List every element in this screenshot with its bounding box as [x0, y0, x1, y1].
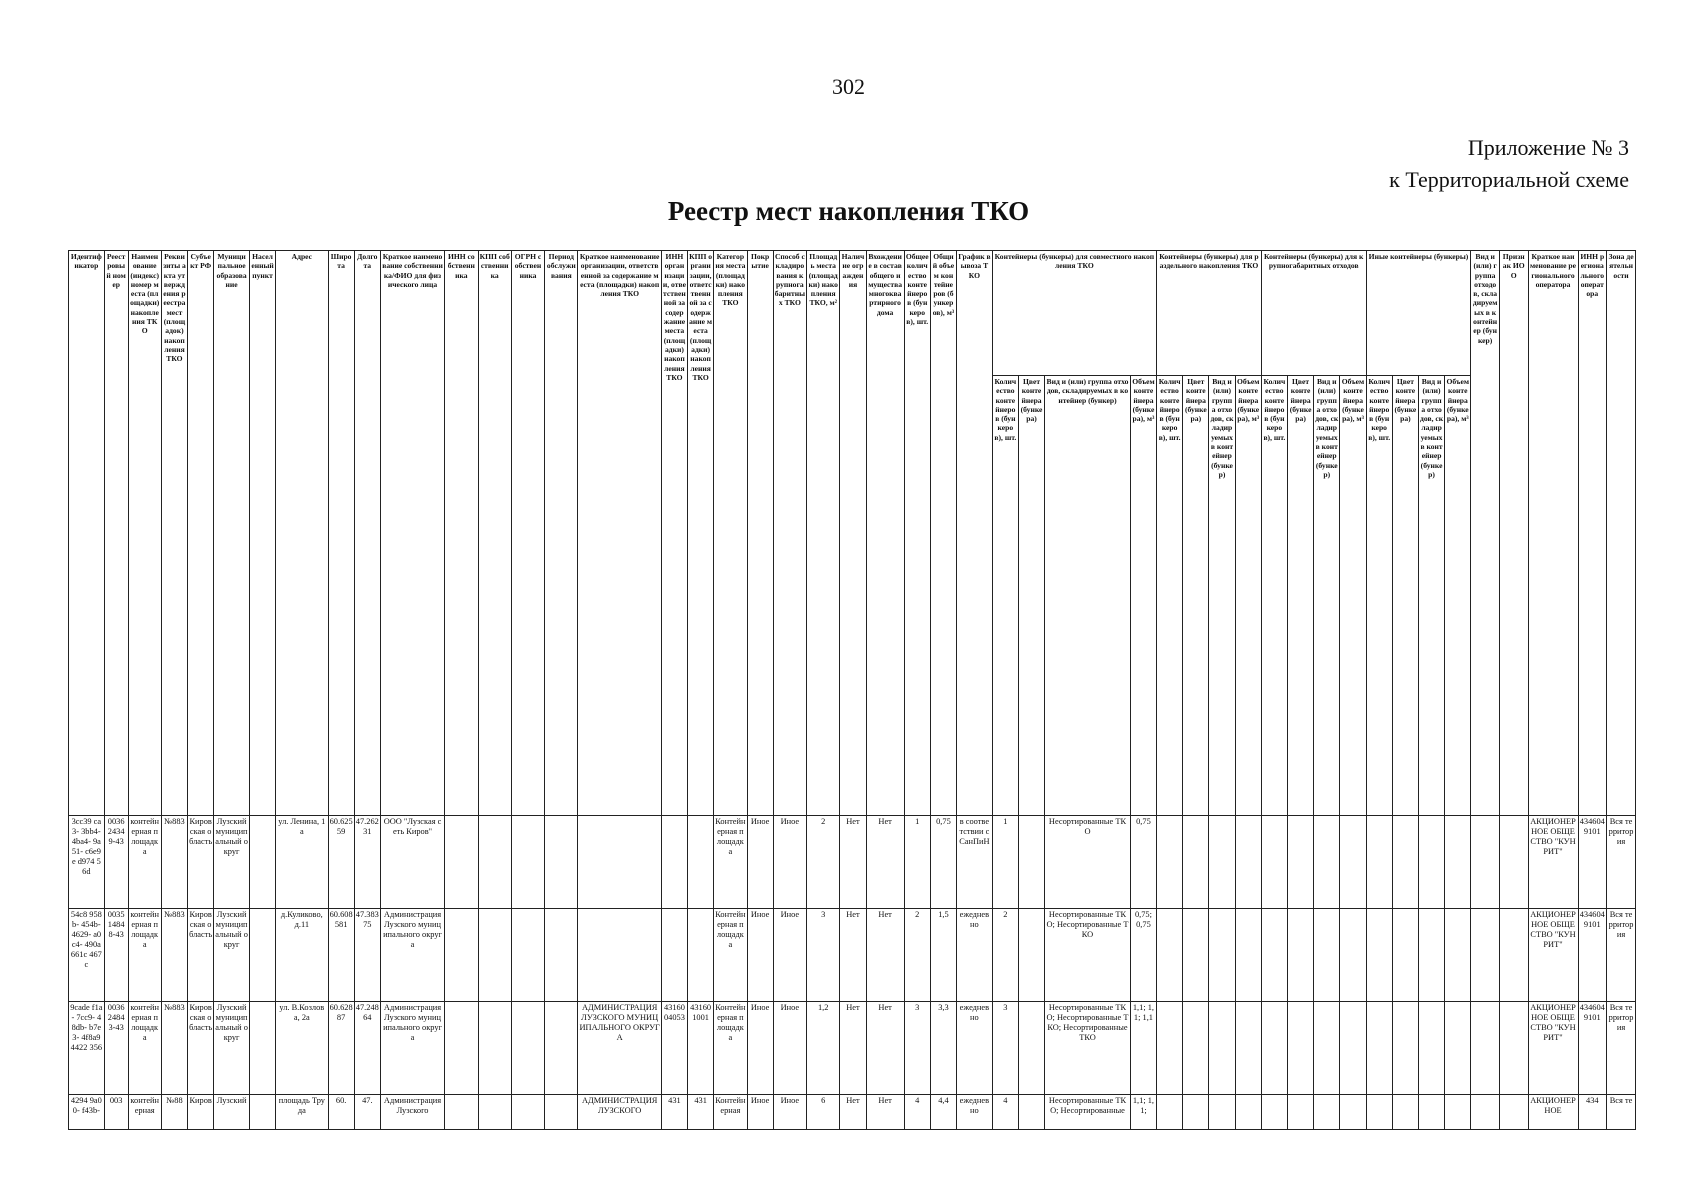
- col-header-schedule: График вывоза ТКО: [957, 251, 993, 816]
- cell-act: №883: [161, 816, 187, 909]
- cell-resp-org: [578, 909, 661, 1002]
- table-row: [69, 1002, 1636, 1095]
- cell-empty: [1209, 909, 1235, 1002]
- cell-name: контейнерная площадка: [128, 909, 161, 1002]
- cell-schedule: ежедневно: [957, 1095, 993, 1130]
- cell-total: 2: [904, 909, 930, 1002]
- cell-empty: [1209, 1002, 1235, 1095]
- cell-schedule: в соответствии с СанПиН: [957, 816, 993, 909]
- cell-schedule: ежедневно: [957, 1002, 993, 1095]
- cell-area: 3: [807, 909, 840, 1002]
- cell-vol: 3,3: [930, 1002, 956, 1095]
- cell-id: 3cc39 ca3- 3bb4- 4ba4- 9a51- c6e9e d974 56d: [69, 816, 105, 909]
- cell-empty: [1445, 1095, 1471, 1130]
- col-header-common-property: Вхождение в состав общего имущества многоквартирного дома: [866, 251, 904, 816]
- group-header-separate: Контейнеры (бункеры) для раздельного накопления ТКО: [1157, 251, 1262, 376]
- sub-separate-color: Цвет контейнера (бункера): [1183, 376, 1209, 816]
- cell-joint-kind: Несортированные ТКО; Несортированные ТКО; Несортированные ТКО: [1045, 1002, 1131, 1095]
- cell-fence: Нет: [840, 909, 866, 1002]
- col-header-act: Реквизиты акта утверждения реестра мест (площадок) накопления ТКО: [161, 251, 187, 816]
- cell-subject: Кировская область: [188, 816, 214, 909]
- cell-period: [545, 1002, 578, 1095]
- cell-resp-org: АДМИНИСТРАЦИЯ ЛУЗСКОГО: [578, 1095, 661, 1130]
- cell-owner-inn: [445, 1002, 478, 1095]
- cell-empty: [1261, 1095, 1287, 1130]
- cell-area: 6: [807, 1095, 840, 1130]
- cell-total: 3: [904, 1002, 930, 1095]
- cell-operator-inn: 434: [1578, 1095, 1607, 1130]
- cell-vol: 4,4: [930, 1095, 956, 1130]
- cell-empty: [1287, 909, 1313, 1002]
- cell-ioo: [1499, 1002, 1528, 1095]
- cell-joint-color: [1018, 909, 1044, 1002]
- cell-act: №883: [161, 909, 187, 1002]
- table-row: [69, 816, 1636, 909]
- cell-subject: Кировская область: [188, 909, 214, 1002]
- cell-owner-kpp: [478, 1095, 511, 1130]
- cell-empty: [1287, 816, 1313, 909]
- cell-lat: 60.608 581: [328, 909, 354, 1002]
- cell-empty: [1418, 816, 1444, 909]
- cell-empty: [1183, 1095, 1209, 1130]
- cell-cover: Иное: [747, 816, 773, 909]
- cell-ioo: [1499, 816, 1528, 909]
- cell-empty: [1366, 1095, 1392, 1130]
- cell-settlement: [249, 1095, 275, 1130]
- cell-fence: Нет: [840, 816, 866, 909]
- cell-empty: [1392, 816, 1418, 909]
- page-number: 302: [832, 74, 865, 99]
- col-header-settlement: Населенный пункт: [249, 251, 275, 816]
- cell-empty: [1157, 816, 1183, 909]
- cell-common: Нет: [866, 1002, 904, 1095]
- cell-empty: [1261, 909, 1287, 1002]
- col-header-resp-kpp: КПП организации, ответственной за содержание места (площадки) накопления ТКО: [688, 251, 714, 816]
- cell-address: д.Куликово, д.11: [276, 909, 328, 1002]
- col-header-site-name: Наименование (индекс) номер места (площадки) накопления ТКО: [128, 251, 161, 816]
- cell-operator-inn: 4346049101: [1578, 1002, 1607, 1095]
- cell-mo: Лузский муниципальный округ: [214, 909, 250, 1002]
- cell-subject: Киров: [188, 1095, 214, 1130]
- cell-owner-inn: [445, 816, 478, 909]
- cell-empty: [1445, 909, 1471, 1002]
- cell-resp-inn: 431: [661, 1095, 687, 1130]
- cell-joint-vol: 1,1; 1,1;: [1130, 1095, 1156, 1130]
- cell-empty: [1209, 1095, 1235, 1130]
- cell-empty: [1340, 1002, 1366, 1095]
- cell-period: [545, 909, 578, 1002]
- registry-table: [68, 250, 1636, 1130]
- cell-resp-org: [578, 816, 661, 909]
- cell-empty: [1261, 1002, 1287, 1095]
- cell-empty: [1340, 816, 1366, 909]
- sub-separate-volume: Объем контейнера (бункера), м³: [1235, 376, 1261, 816]
- cell-empty: [1235, 816, 1261, 909]
- cell-joint-color: [1018, 1002, 1044, 1095]
- cell-reg: 003: [104, 1095, 128, 1130]
- cell-fence: Нет: [840, 1002, 866, 1095]
- col-header-tail-kind: Вид и (или) группа отходов, складируемых в контейнер (бункер): [1471, 251, 1500, 816]
- cell-id: 54c8 958b- 454b- 4629- a0c4- 490a 661c 467c: [69, 909, 105, 1002]
- cell-joint-kind: Несортированные ТКО; Несортированные: [1045, 1095, 1131, 1130]
- cell-zone: Вся территория: [1607, 1002, 1636, 1095]
- col-header-area: Площадь места (площадки) накопления ТКО, м²: [807, 251, 840, 816]
- cell-empty: [1366, 1002, 1392, 1095]
- cell-mo: Лузский муниципальный округ: [214, 1002, 250, 1095]
- cell-act: №88: [161, 1095, 187, 1130]
- cell-empty: [1287, 1002, 1313, 1095]
- col-header-municipality: Муниципальное образование: [214, 251, 250, 816]
- cell-id: 9cade f1a- 7cc9- 48db- b7e3- 4f8a9 4422 356: [69, 1002, 105, 1095]
- cell-address: ул. В.Козлова, 2а: [276, 1002, 328, 1095]
- cell-empty: [1366, 816, 1392, 909]
- appendix-line-2: к Территориальной схеме: [1389, 167, 1629, 192]
- cell-zone: Вся территория: [1607, 909, 1636, 1002]
- cell-empty: [1392, 1095, 1418, 1130]
- cell-joint-vol: 0,75: [1130, 816, 1156, 909]
- cell-method: Иное: [773, 1095, 806, 1130]
- cell-empty: [1445, 1002, 1471, 1095]
- col-header-operator: Краткое наименование регионального оператора: [1528, 251, 1578, 816]
- col-header-fence: Наличие ограждения: [840, 251, 866, 816]
- cell-subject: Кировская область: [188, 1002, 214, 1095]
- group-header-joint: Контейнеры (бункеры) для совместного накопления ТКО: [992, 251, 1156, 376]
- sub-joint-color: Цвет контейнера (бункера): [1018, 376, 1044, 816]
- col-header-id: Идентификатор: [69, 251, 105, 816]
- col-header-zone: Зона деятельности: [1607, 251, 1636, 816]
- sub-other-color: Цвет контейнера (бункера): [1392, 376, 1418, 816]
- cell-common: Нет: [866, 816, 904, 909]
- cell-resp-kpp: [688, 816, 714, 909]
- cell-empty: [1314, 1095, 1340, 1130]
- cell-empty: [1445, 816, 1471, 909]
- cell-owner-kpp: [478, 816, 511, 909]
- cell-lat: 60.: [328, 1095, 354, 1130]
- cell-empty: [1418, 1095, 1444, 1130]
- col-header-address: Адрес: [276, 251, 328, 816]
- cell-empty: [1261, 816, 1287, 909]
- col-header-owner-ogrn: ОГРН собственника: [511, 251, 544, 816]
- sub-separate-count: Количество контейнеров (бункеров), шт.: [1157, 376, 1183, 816]
- col-header-total-volume: Общий объем контейнеров (бункеров), м³: [930, 251, 956, 816]
- col-header-period: Период обслуживания: [545, 251, 578, 816]
- cell-operator-inn: 4346049101: [1578, 816, 1607, 909]
- cell-method: Иное: [773, 909, 806, 1002]
- cell-reg: 003514848-43: [104, 909, 128, 1002]
- col-header-cover: Покрытие: [747, 251, 773, 816]
- sub-other-count: Количество контейнеров (бункеров), шт.: [1366, 376, 1392, 816]
- cell-empty: [1183, 909, 1209, 1002]
- table-row: [69, 909, 1636, 1002]
- cell-empty: [1314, 909, 1340, 1002]
- sub-joint-volume: Объем контейнера (бункера), м³: [1130, 376, 1156, 816]
- cell-category: Контейнерная площадка: [714, 1002, 747, 1095]
- cell-joint-count: 3: [992, 1002, 1018, 1095]
- col-header-owner: Краткое наименование собственника/ФИО для физического лица: [380, 251, 444, 816]
- cell-empty: [1235, 909, 1261, 1002]
- cell-empty: [1340, 1095, 1366, 1130]
- sub-bulky-kind: Вид и (или) группа отходов, складируемых в контейнер (бункер): [1314, 376, 1340, 816]
- cell-reg: 003624349-43: [104, 816, 128, 909]
- sub-separate-kind: Вид и (или) группа отходов, складируемых в контейнер (бункер): [1209, 376, 1235, 816]
- cell-area: 2: [807, 816, 840, 909]
- cell-empty: [1418, 909, 1444, 1002]
- cell-operator: АКЦИОНЕРНОЕ ОБЩЕСТВО "КУНРИТ": [1528, 816, 1578, 909]
- cell-resp-kpp: [688, 909, 714, 1002]
- cell-lon: 47.: [354, 1095, 380, 1130]
- cell-zone: Вся территория: [1607, 816, 1636, 909]
- cell-schedule: ежедневно: [957, 909, 993, 1002]
- cell-vol: 0,75: [930, 816, 956, 909]
- cell-resp-kpp: 431: [688, 1095, 714, 1130]
- cell-tail-kind: [1471, 909, 1500, 1002]
- cell-empty: [1287, 1095, 1313, 1130]
- col-header-longitude: Долгота: [354, 251, 380, 816]
- cell-empty: [1314, 816, 1340, 909]
- col-header-responsible-org: Краткое наименование организации, ответственной за содержание места (площадки) накопления ТКО: [578, 251, 661, 816]
- sub-bulky-count: Количество контейнеров (бункеров), шт.: [1261, 376, 1287, 816]
- cell-joint-count: 4: [992, 1095, 1018, 1130]
- col-header-owner-inn: ИНН собственника: [445, 251, 478, 816]
- cell-joint-kind: Несортированные ТКО; Несортированные ТКО: [1045, 909, 1131, 1002]
- cell-settlement: [249, 1002, 275, 1095]
- col-header-operator-inn: ИНН регионального оператора: [1578, 251, 1607, 816]
- cell-empty: [1235, 1002, 1261, 1095]
- cell-resp-inn: [661, 816, 687, 909]
- cell-empty: [1392, 1002, 1418, 1095]
- cell-joint-color: [1018, 816, 1044, 909]
- cell-joint-count: 1: [992, 816, 1018, 909]
- cell-operator: АКЦИОНЕРНОЕ ОБЩЕСТВО "КУНРИТ": [1528, 1002, 1578, 1095]
- cell-resp-inn: [661, 909, 687, 1002]
- cell-total: 4: [904, 1095, 930, 1130]
- cell-cover: Иное: [747, 909, 773, 1002]
- sub-bulky-color: Цвет контейнера (бункера): [1287, 376, 1313, 816]
- cell-owner-ogrn: [511, 1002, 544, 1095]
- cell-resp-kpp: 431601001: [688, 1002, 714, 1095]
- cell-tail-kind: [1471, 1095, 1500, 1130]
- sub-other-volume: Объем контейнера (бункера), м³: [1445, 376, 1471, 816]
- cell-vol: 1,5: [930, 909, 956, 1002]
- cell-lat: 60.628 87: [328, 1002, 354, 1095]
- cell-total: 1: [904, 816, 930, 909]
- cell-address: площадь Труда: [276, 1095, 328, 1130]
- col-header-subject: Субъект РФ: [188, 251, 214, 816]
- appendix-label: [1389, 132, 1629, 196]
- cell-name: контейнерная площадка: [128, 1002, 161, 1095]
- cell-owner-ogrn: [511, 1095, 544, 1130]
- cell-resp-inn: 4316004053: [661, 1002, 687, 1095]
- cell-owner-inn: [445, 909, 478, 1002]
- col-header-method: Способ складирования крупногабаритных ТКО: [773, 251, 806, 816]
- cell-owner: Администрация Лузского: [380, 1095, 444, 1130]
- cell-period: [545, 1095, 578, 1130]
- cell-empty: [1157, 1002, 1183, 1095]
- table-row: [69, 1095, 1636, 1130]
- cell-method: Иное: [773, 816, 806, 909]
- cell-joint-vol: 0,75; 0,75: [1130, 909, 1156, 1002]
- cell-zone: Вся те: [1607, 1095, 1636, 1130]
- cell-id: 4294 9a00- f43b-: [69, 1095, 105, 1130]
- header-row: [69, 251, 1636, 376]
- group-header-other: Иные контейнеры (бункеры): [1366, 251, 1471, 376]
- cell-owner-ogrn: [511, 909, 544, 1002]
- col-header-ioo: Признак ИОО: [1499, 251, 1528, 816]
- cell-settlement: [249, 909, 275, 1002]
- cell-owner-ogrn: [511, 816, 544, 909]
- col-header-total-count: Общее количество контейнеров (бункеров), шт.: [904, 251, 930, 816]
- cell-period: [545, 816, 578, 909]
- cell-joint-count: 2: [992, 909, 1018, 1002]
- col-header-latitude: Широта: [328, 251, 354, 816]
- cell-empty: [1314, 1002, 1340, 1095]
- cell-owner: Администрация Лузского муниципального округа: [380, 909, 444, 1002]
- cell-tail-kind: [1471, 1002, 1500, 1095]
- cell-category: Контейнерная площадка: [714, 909, 747, 1002]
- cell-category: Контейнерная площадка: [714, 816, 747, 909]
- cell-lat: 60.625 59: [328, 816, 354, 909]
- cell-empty: [1157, 1095, 1183, 1130]
- appendix-line-1: Приложение № 3: [1467, 135, 1629, 160]
- cell-common: Нет: [866, 1095, 904, 1130]
- document-title: Реестр мест накопления ТКО: [667, 196, 1030, 226]
- cell-lon: 47.383 75: [354, 909, 380, 1002]
- cell-area: 1,2: [807, 1002, 840, 1095]
- col-header-owner-kpp: КПП собственника: [478, 251, 511, 816]
- cell-empty: [1183, 1002, 1209, 1095]
- cell-empty: [1340, 909, 1366, 1002]
- cell-fence: Нет: [840, 1095, 866, 1130]
- cell-empty: [1209, 816, 1235, 909]
- cell-joint-color: [1018, 1095, 1044, 1130]
- cell-empty: [1235, 1095, 1261, 1130]
- cell-empty: [1366, 909, 1392, 1002]
- cell-tail-kind: [1471, 816, 1500, 909]
- cell-name: контейнерная площадка: [128, 816, 161, 909]
- cell-address: ул. Ленина, 1а: [276, 816, 328, 909]
- cell-ioo: [1499, 909, 1528, 1002]
- group-header-bulky: Контейнеры (бункеры) для крупногабаритных отходов: [1261, 251, 1366, 376]
- cell-mo: Лузский: [214, 1095, 250, 1130]
- cell-mo: Лузский муниципальный округ: [214, 816, 250, 909]
- cell-ioo: [1499, 1095, 1528, 1130]
- cell-owner-kpp: [478, 909, 511, 1002]
- col-header-reg-number: Реестровый номер: [104, 251, 128, 816]
- cell-settlement: [249, 816, 275, 909]
- cell-resp-org: АДМИНИСТРАЦИЯ ЛУЗСКОГО МУНИЦИПАЛЬНОГО ОКРУГА: [578, 1002, 661, 1095]
- cell-operator-inn: 4346049101: [1578, 909, 1607, 1002]
- cell-lon: 47.248 64: [354, 1002, 380, 1095]
- cell-category: Контейнерная: [714, 1095, 747, 1130]
- cell-method: Иное: [773, 1002, 806, 1095]
- sub-bulky-volume: Объем контейнера (бункера), м³: [1340, 376, 1366, 816]
- cell-empty: [1157, 909, 1183, 1002]
- cell-owner: Администрация Лузского муниципального округа: [380, 1002, 444, 1095]
- cell-owner-inn: [445, 1095, 478, 1130]
- cell-lon: 47.262 31: [354, 816, 380, 909]
- cell-cover: Иное: [747, 1002, 773, 1095]
- cell-empty: [1418, 1002, 1444, 1095]
- cell-cover: Иное: [747, 1095, 773, 1130]
- cell-reg: 003624843-43: [104, 1002, 128, 1095]
- col-header-resp-inn: ИНН организации, ответственной за содержание места (площадки) накопления ТКО: [661, 251, 687, 816]
- cell-owner-kpp: [478, 1002, 511, 1095]
- cell-common: Нет: [866, 909, 904, 1002]
- sub-other-kind: Вид и (или) группа отходов, складируемых в контейнер (бункер): [1418, 376, 1444, 816]
- sub-joint-kind: Вид и (или) группа отходов, складируемых в контейнер (бункер): [1045, 376, 1131, 816]
- cell-empty: [1183, 816, 1209, 909]
- cell-joint-vol: 1,1; 1,1; 1,1: [1130, 1002, 1156, 1095]
- cell-joint-kind: Несортированные ТКО: [1045, 816, 1131, 909]
- cell-act: №883: [161, 1002, 187, 1095]
- cell-operator: АКЦИОНЕРНОЕ: [1528, 1095, 1578, 1130]
- sub-joint-count: Количество контейнеров (бункеров), шт.: [992, 376, 1018, 816]
- cell-name: контейнерная: [128, 1095, 161, 1130]
- cell-empty: [1392, 909, 1418, 1002]
- cell-operator: АКЦИОНЕРНОЕ ОБЩЕСТВО "КУНРИТ": [1528, 909, 1578, 1002]
- cell-owner: ООО "Лузская сеть Киров": [380, 816, 444, 909]
- col-header-category: Категория места (площадки) накопления ТКО: [714, 251, 747, 816]
